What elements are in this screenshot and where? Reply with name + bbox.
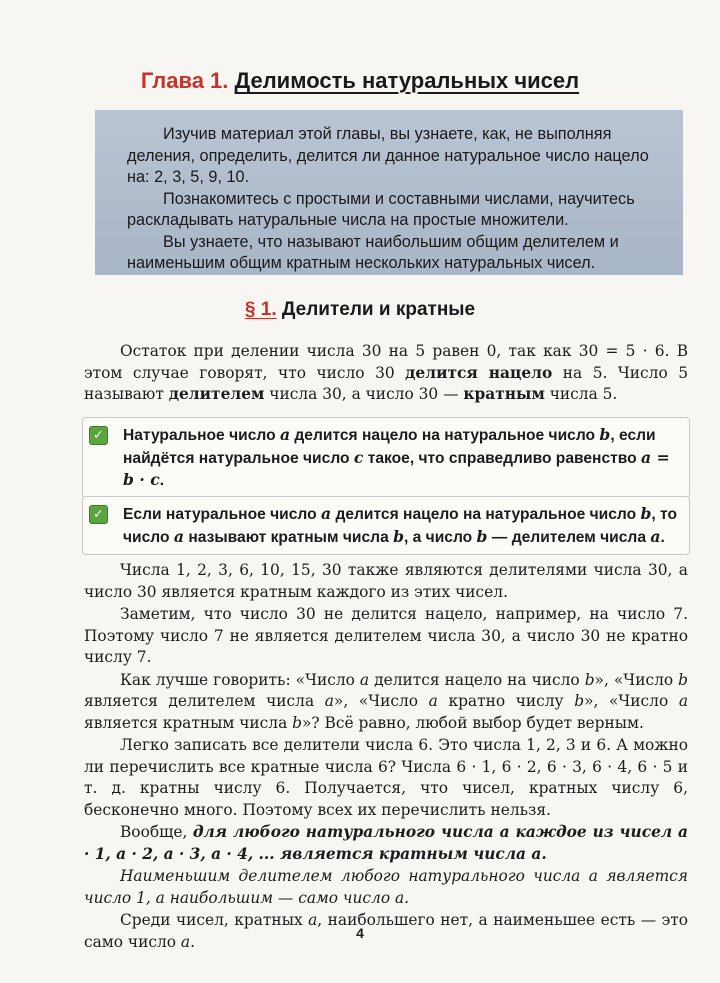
chapter-number: Глава 1. — [140, 68, 229, 93]
paragraph: Наименьшим делителем любого натурального числа a является число 1, а наибольшим — само число a. — [84, 867, 688, 907]
section-title — [0, 299, 720, 321]
paragraph: Заметим, что число 30 не делится нацело, например, на число 7. Поэтому число 7 не является делителем числа 30, а число 30 не кратно числу 7. — [84, 605, 688, 666]
intro-paragraph: Вы узнаете, что называют наибольшим общим делителем и наименьшим общим кратным нескольких натуральных чисел. — [127, 232, 619, 272]
checkmark-icon: ✓ — [89, 426, 108, 445]
paragraph: Вообще, для любого натурального числа a каждое из чисел a · 1, a · 2, a · 3, a · 4, ... является кратным числа a. — [84, 823, 688, 863]
paragraph-intro-text — [84, 341, 688, 407]
paragraph: Как лучше говорить: «Число a делится нацело на число b», «Число b является делителем числа a», «Число a кратно числу b», «Число a является кратным числа b»? Всё равно, любой выбор будет верным. — [84, 670, 689, 732]
paragraph: Среди чисел, кратных a, наибольшего нет, а наименьшее есть — это само число a. — [84, 911, 688, 951]
formula: a = b · c — [123, 447, 670, 489]
definition-box-divisibility: ✓ Натуральное число a делится нацело на натуральное число b, если найдётся натуральное число c такое, что справедливо равенство a = b · c. — [82, 417, 690, 499]
chapter-title — [0, 68, 720, 94]
intro-paragraph: Познакомитесь с простыми и составными числами, научитесь раскладывать натуральные числа на простые множители. — [127, 189, 635, 229]
paragraph: Остаток при делении числа 30 на 5 равен 0, так как 30 = 5 · 6. В этом случае говорят, что число 30 делится нацело на 5. Число 5 называют делителем числа 30, а число 30 — кратным числа 5. — [84, 342, 689, 403]
paragraph: Легко записать все делители числа 6. Это числа 1, 2, 3 и 6. А можно ли перечислить все кратные числа 6? Числа 6 · 1, 6 · 2, 6 · 3, 6 · 4, 6 · 5 и т. д. кратны числу 6. Получается, что чисел, кратных числу 6, бесконечно много. Поэтому всех их перечислить нельзя. — [84, 736, 688, 819]
checkmark-icon: ✓ — [89, 505, 108, 524]
intro-paragraph: Изучив материал этой главы, вы узнаете, как, не выполняя деления, определить, делится ли данное натуральное число нацело на: 2, 3, 5, 9, 10. — [127, 125, 649, 186]
paragraph: Числа 1, 2, 3, 6, 10, 15, 30 также являются делителями числа 30, а число 30 является кратным каждого из этих чисел. — [84, 561, 688, 601]
main-body-text — [84, 560, 688, 954]
section-name: Делители и кратные — [281, 299, 476, 320]
page-number: 4 — [356, 925, 364, 941]
definition-box-multiple: ✓ Если натуральное число a делится нацело на натуральное число b, то число a называют кратным числа b, а число b — делителем числа a. — [82, 496, 690, 555]
chapter-intro-box — [95, 110, 683, 275]
chapter-name: Делимость натуральных чисел — [234, 68, 580, 93]
section-number: § 1. — [244, 299, 277, 320]
